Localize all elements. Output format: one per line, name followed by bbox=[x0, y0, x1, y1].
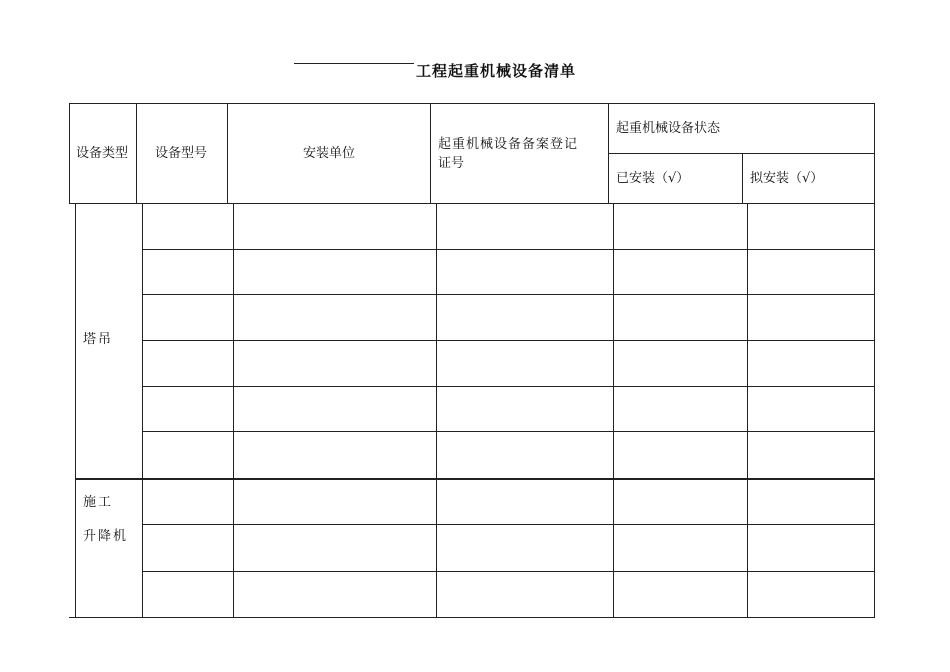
table-row-divider bbox=[142, 524, 875, 525]
header-installed: 已安装（√） bbox=[616, 171, 690, 186]
table-row-divider bbox=[142, 571, 875, 572]
group-label-tower-crane: 塔吊 bbox=[83, 332, 114, 347]
header-column-divider bbox=[227, 103, 228, 204]
header-column-divider bbox=[874, 103, 875, 204]
group-separator bbox=[75, 478, 875, 480]
table-row-divider bbox=[142, 431, 875, 432]
body-column-divider bbox=[613, 203, 614, 618]
table-row-divider bbox=[142, 386, 875, 387]
header-column-divider bbox=[430, 103, 431, 204]
header-column-divider bbox=[608, 103, 609, 204]
header-install-unit: 安装单位 bbox=[303, 146, 356, 161]
group-label-construction-hoist-line1: 施工 bbox=[83, 495, 114, 510]
body-column-divider bbox=[75, 203, 76, 618]
body-column-divider bbox=[233, 203, 234, 618]
title-underline bbox=[294, 63, 414, 64]
header-registration-number-line1: 起重机械设备备案登记 bbox=[438, 137, 579, 152]
header-equipment-status: 起重机械设备状态 bbox=[616, 121, 721, 136]
table-bottom-border bbox=[69, 617, 875, 618]
table-row-divider bbox=[142, 294, 875, 295]
header-bottom-border bbox=[69, 203, 875, 204]
group-label-construction-hoist-line2: 升降机 bbox=[83, 529, 129, 544]
header-equipment-model: 设备型号 bbox=[155, 146, 208, 161]
status-column-divider bbox=[742, 153, 743, 204]
body-column-divider bbox=[747, 203, 748, 618]
header-column-divider bbox=[136, 103, 137, 204]
header-planned: 拟安装（√） bbox=[750, 171, 824, 186]
header-registration-number-line2: 证号 bbox=[438, 156, 465, 171]
document-title: 工程起重机械设备清单 bbox=[416, 62, 577, 80]
body-column-divider bbox=[436, 203, 437, 618]
table-row-divider bbox=[142, 249, 875, 250]
body-column-divider bbox=[874, 203, 875, 618]
header-top-border bbox=[69, 103, 875, 104]
header-column-divider bbox=[69, 103, 70, 204]
header-equipment-type: 设备类型 bbox=[76, 146, 129, 161]
table-row-divider bbox=[142, 340, 875, 341]
body-column-divider bbox=[142, 203, 143, 618]
